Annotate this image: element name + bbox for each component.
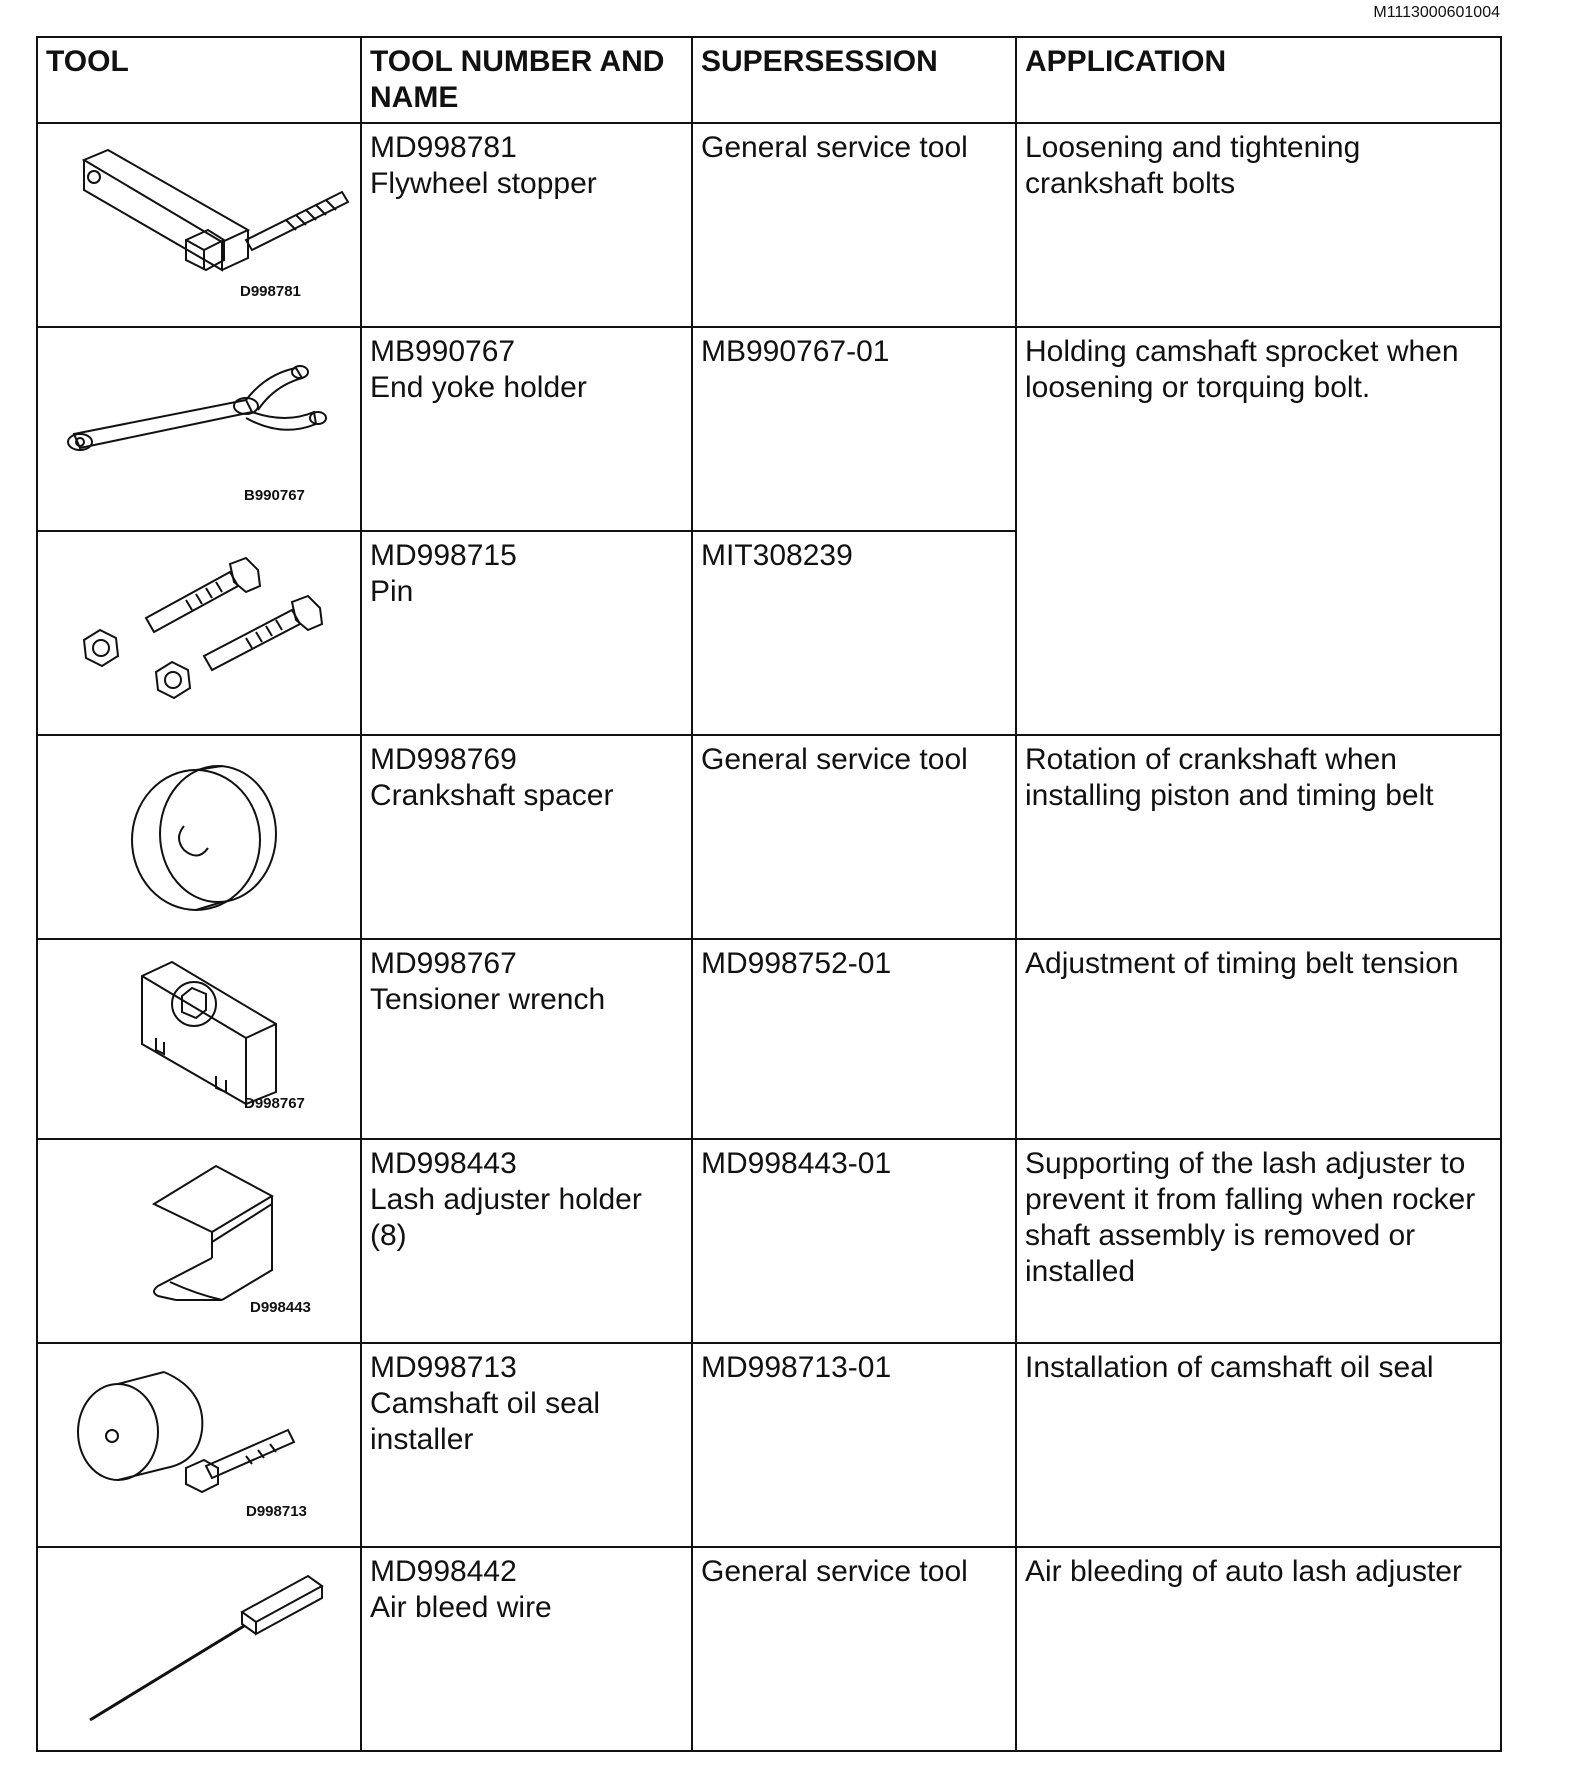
supersession-cell: MD998752-01	[692, 939, 1016, 1139]
crankshaft-spacer-icon	[46, 742, 370, 932]
table-row	[37, 735, 1501, 939]
tool-name: Pin	[370, 575, 414, 608]
table-row	[37, 327, 1501, 531]
tool-image-code: D998713	[246, 1503, 307, 1520]
oil-seal-installer-icon	[46, 1350, 370, 1540]
tool-number-name-cell	[361, 1139, 692, 1343]
tool-number-name-cell	[361, 1547, 692, 1751]
supersession-cell: General service tool	[692, 1547, 1016, 1751]
tool-image-code: B990767	[244, 487, 305, 504]
application-cell: Supporting of the lash adjuster to prevent it from falling when rocker shaft assembly is removed or installed	[1016, 1139, 1501, 1343]
tool-name: Flywheel stopper	[370, 167, 597, 200]
tool-name: Air bleed wire	[370, 1591, 552, 1624]
tool-name: Crankshaft spacer	[370, 779, 614, 812]
table-row	[37, 939, 1501, 1139]
special-tools-table	[36, 36, 1502, 1752]
tool-number-name-cell	[361, 1343, 692, 1547]
supersession-cell: MB990767-01	[692, 327, 1016, 531]
table-header-row	[37, 37, 1501, 123]
application-cell: Adjustment of timing belt tension	[1016, 939, 1501, 1139]
end-yoke-holder-icon	[46, 334, 370, 524]
supersession-cell: MD998713-01	[692, 1343, 1016, 1547]
tool-image-cell	[37, 327, 361, 531]
table-row	[37, 1547, 1501, 1751]
tool-image-cell	[37, 1343, 361, 1547]
tool-number: MD998713	[370, 1351, 517, 1384]
tool-name: Camshaft oil seal installer	[370, 1387, 601, 1456]
tool-number: MD998767	[370, 947, 517, 980]
tool-number: MD998442	[370, 1555, 517, 1588]
application-cell: Loosening and tightening crankshaft bolts	[1016, 123, 1501, 327]
tool-number-name-cell	[361, 735, 692, 939]
tool-image-cell	[37, 1547, 361, 1751]
lash-adjuster-holder-icon	[46, 1146, 370, 1336]
tool-image-cell	[37, 939, 361, 1139]
supersession-cell: MIT308239	[692, 531, 1016, 735]
tool-number: MD998715	[370, 539, 517, 572]
tool-number-name-cell	[361, 939, 692, 1139]
tool-number-name-cell	[361, 327, 692, 531]
application-cell: Air bleeding of auto lash adjuster	[1016, 1547, 1501, 1751]
tool-name: Lash adjuster holder (8)	[370, 1183, 642, 1252]
application-cell: Holding camshaft sprocket when loosening or torquing bolt.	[1016, 327, 1501, 735]
tool-image-cell	[37, 531, 361, 735]
header-supersession: SUPERSESSION	[692, 37, 1016, 123]
supersession-cell: General service tool	[692, 735, 1016, 939]
tool-name: Tensioner wrench	[370, 983, 606, 1016]
table-row	[37, 123, 1501, 327]
tool-image-code: D998767	[244, 1095, 305, 1112]
tool-number: MD998769	[370, 743, 517, 776]
tool-number-name-cell	[361, 531, 692, 735]
tool-name: End yoke holder	[370, 371, 587, 404]
tool-image-cell	[37, 1139, 361, 1343]
tensioner-wrench-icon	[46, 946, 370, 1132]
application-cell: Rotation of crankshaft when installing piston and timing belt	[1016, 735, 1501, 939]
table-row	[37, 1343, 1501, 1547]
pin-set-icon	[46, 538, 370, 728]
application-cell: Installation of camshaft oil seal	[1016, 1343, 1501, 1547]
table-row	[37, 1139, 1501, 1343]
header-application: APPLICATION	[1016, 37, 1501, 123]
header-tool: TOOL	[37, 37, 361, 123]
tool-number-name-cell	[361, 123, 692, 327]
tool-image-cell	[37, 123, 361, 327]
supersession-cell: MD998443-01	[692, 1139, 1016, 1343]
tool-image-cell	[37, 735, 361, 939]
flywheel-stopper-icon	[46, 130, 370, 320]
tool-number: MB990767	[370, 335, 516, 368]
supersession-cell: General service tool	[692, 123, 1016, 327]
air-bleed-wire-icon	[46, 1554, 370, 1744]
tool-image-code: D998443	[250, 1299, 311, 1316]
tool-image-code: D998781	[240, 283, 301, 300]
tool-number: MD998781	[370, 131, 517, 164]
document-id: M1113000601004	[1373, 4, 1500, 21]
header-tool-number-name: TOOL NUMBER AND NAME	[361, 37, 692, 123]
tool-number: MD998443	[370, 1147, 517, 1180]
